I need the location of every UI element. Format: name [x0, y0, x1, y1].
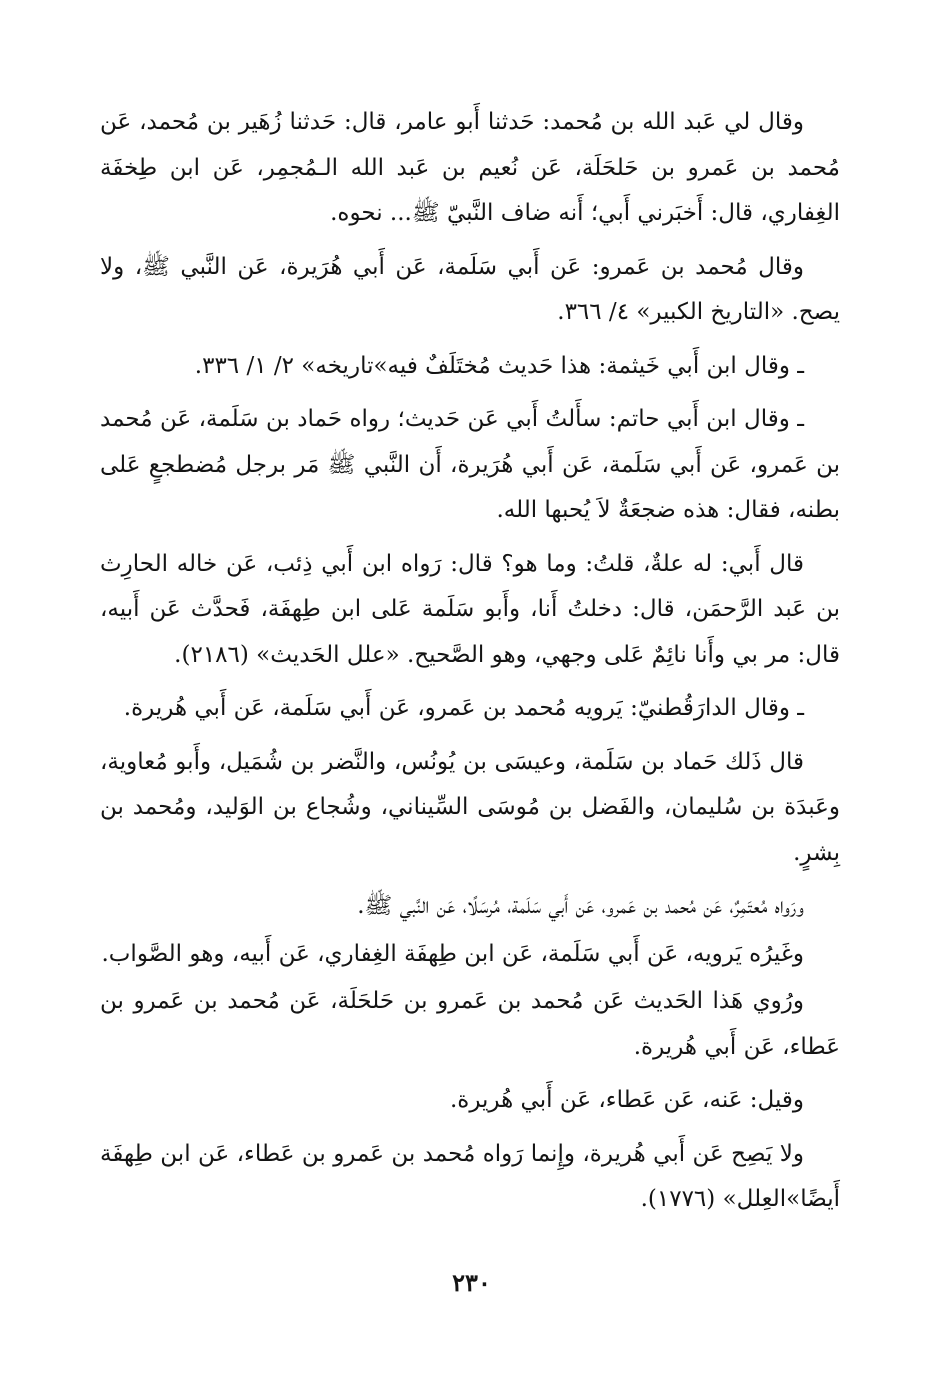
paragraph-2: وقال مُحمد بن عَمرو: عَن أَبي سَلَمة، عَن أَبي هُرَيرة، عَن النَّبي ﷺ، ولا يصح. «التاريخ الكبير» ٤/ ٣٦٦. [100, 253, 840, 325]
paragraph-4: ـ وقال ابن أَبي حاتم: سأَلتُ أَبي عَن حَديث؛ رواه حَماد بن سَلَمة، عَن مُحمد بن عَمرو، عَن أَبي سَلَمة، عَن أَبي هُرَيرة، أَن النَّبي ﷺ مَر برجل مُضطجعٍ عَلى بطنه، فقال: هذه ضجعَةٌ لاَ يُحبها الله. [100, 406, 840, 523]
page-number: ٢٣٠ [452, 1268, 491, 1297]
paragraph-1: وقال لي عَبد الله بن مُحمد: حَدثنا أَبو عامر، قال: حَدثنا زُهَير بن مُحمد، عَن مُحمد بن عَمرو بن حَلحَلَة، عَن نُعيم بن عَبد الله الـمُجمِر، عَن ابن طِخفَة الغِفاري، قال: أَخبَرني أَبي؛ أَنه ضاف النَّبيّ ﷺ... نحوه. [100, 109, 840, 226]
paragraph-12: ولا يَصِح عَن أَبي هُريرة، وإِنما رَواه مُحمد بن عَمرو بن عَطاء، عَن ابن طِهفَة أَيضًا»العِلل» (١٧٧٦). [100, 1140, 840, 1212]
paragraph-5: قال أَبي: له علةٌ، قلتُ: وما هو؟ قال: رَواه ابن أَبي ذِئب، عَن خاله الحارِث بن عَبد الرَّحمَن، قال: دخلتُ أَنا، وأَبو سَلَمة عَلى ابن طِهفَة، فَحدَّث عَن أَبيه، قال: مر بي وأَنا نائِمٌ عَلى وجهي، وهو الصَّحيح. «علل الحَديث» (٢١٨٦). [100, 550, 840, 668]
paragraph-7: قال ذَلك حَماد بن سَلَمة، وعيسَى بن يُونُس، والنَّضر بن شُمَيل، وأَبو مُعاوية، وعَبدَة بن سُليمان، والفَضل بن مُوسَى السِّيناني، وشُجاع بن الوَليد، ومُحمد بن بِشرٍ. [100, 748, 840, 866]
paragraph-8: ورَواه مُعتَمِرٌ، عَن مُحمد بن عَمرو، عَن أَبي سَلَمة، مُرسَلًا، عَن النَّبي ﷺ. [357, 893, 804, 919]
paragraph-3: ـ وقال ابن أَبي خَيثمة: هذا حَديث مُختَلَفٌ فيه»تاريخه» ٢/ ١/ ٣٣٦. [194, 352, 804, 379]
page-body [100, 100, 840, 1231]
paragraph-6: ـ وقال الدارَقُطنيّ: يَرويه مُحمد بن عَمرو، عَن أَبي سَلَمة، عَن أَبي هُريرة. [123, 695, 804, 721]
paragraph-9: وغَيرُه يَرويه، عَن أَبي سَلَمة، عَن ابن طِهفَة الغِفاري، عَن أَبيه، وهو الصَّواب. [101, 940, 804, 967]
paragraph-10: ورُوي هَذا الحَديث عَن مُحمد بن عَمرو بن حَلحَلَة، عَن مُحمد بن عَمرو بن عَطاء، عَن أَبي هُريرة. [100, 988, 840, 1060]
paragraph-11: وقيل: عَنه، عَن عَطاء، عَن أَبي هُريرة. [449, 1087, 804, 1113]
